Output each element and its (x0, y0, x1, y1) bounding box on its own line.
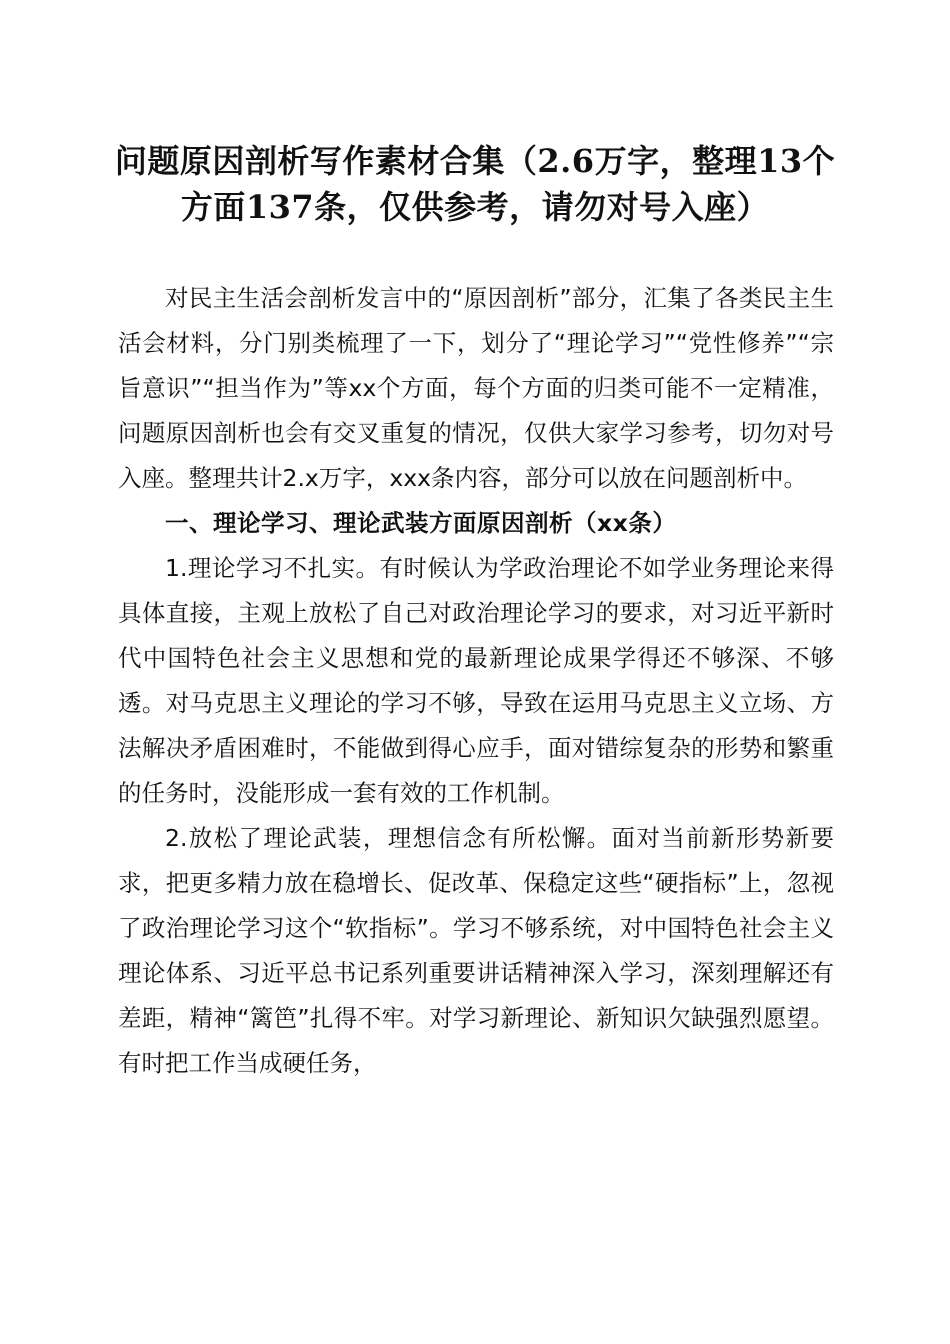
document-title: 问题原因剖析写作素材合集（2.6万字，整理13个方面137条，仅供参考，请勿对号入座） (114, 142, 836, 226)
item-paragraph-2: 2.放松了理论武装，理想信念有所松懈。面对当前新形势新要求，把更多精力放在稳增长、促改革、保稳定这些“硬指标”上，忽视了政治理论学习这个“软指标”。学习不够系统，对中国特色社会主义理论体系、习近平总书记系列重要讲话精神深入学习，深刻理解还有差距，精神“篱笆”扎得不牢。对学习新理论、新知识欠缺强烈愿望。有时把工作当成硬任务， (118, 824, 834, 1077)
item-paragraph-1: 1.理论学习不扎实。有时候认为学政治理论不如学业务理论来得具体直接，主观上放松了自己对政治理论学习的要求，对习近平新时代中国特色社会主义思想和党的最新理论成果学得还不够深、不够透。对马克思主义理论的学习不够，导致在运用马克思主义立场、方法解决矛盾困难时，不能做到得心应手，面对错综复杂的形势和繁重的任务时，没能形成一套有效的工作机制。 (118, 554, 834, 807)
intro-paragraph: 对民主生活会剖析发言中的“原因剖析”部分，汇集了各类民主生活会材料，分门别类梳理了一下，划分了“理论学习”“党性修养”“宗旨意识”“担当作为”等xx个方面，每个方面的归类可能不一定精准，问题原因剖析也会有交叉重复的情况，仅供大家学习参考，切勿对号入座。整理共计2.x万字，xxx条内容，部分可以放在问题剖析中。 (118, 284, 834, 492)
section-heading: 一、理论学习、理论武装方面原因剖析（xx条） (165, 509, 677, 537)
document-body (118, 276, 834, 1086)
